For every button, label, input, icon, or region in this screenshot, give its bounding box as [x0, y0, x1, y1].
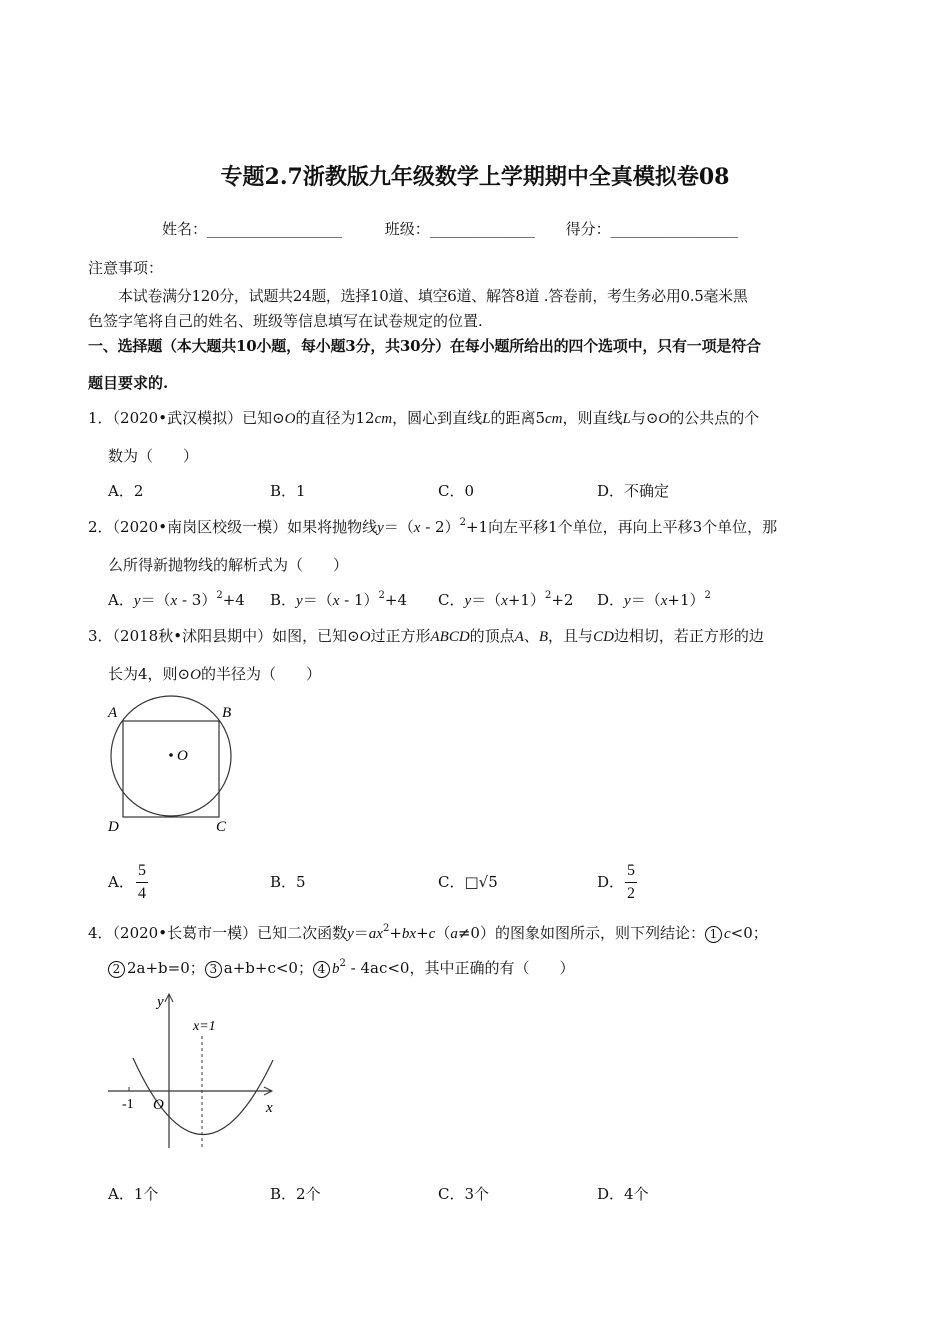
math: x — [413, 520, 421, 536]
math: + — [389, 924, 402, 942]
circled-number: 3 — [205, 961, 222, 978]
denominator: 4 — [138, 885, 146, 902]
name-blank[interactable]: __________________ — [207, 220, 343, 238]
question-text — [108, 958, 574, 978]
math: +2 — [551, 591, 574, 609]
math: O — [190, 667, 201, 683]
class-label: 班级： — [384, 220, 430, 238]
math: b — [331, 961, 340, 977]
math: x — [660, 593, 668, 609]
page-title: 专题2.7浙教版九年级数学上学期期中全真模拟卷08 — [220, 164, 730, 190]
math: +4 — [222, 591, 245, 609]
label-d: D — [108, 819, 119, 835]
math: x — [501, 593, 508, 609]
option-c[interactable] — [438, 590, 573, 610]
math: ＝（ — [630, 591, 661, 609]
question-text — [108, 664, 321, 684]
option-b[interactable] — [270, 590, 407, 610]
center-point — [169, 753, 173, 757]
math: + — [416, 924, 429, 942]
class-blank[interactable]: ______________ — [429, 220, 535, 238]
score-blank[interactable]: _________________ — [610, 220, 739, 238]
fraction — [136, 862, 148, 903]
exponent: 2 — [459, 517, 466, 528]
math: +4 — [384, 591, 408, 609]
question-text: ，圆心到直线 — [392, 409, 483, 427]
question-text: 边相切，若正方形的边 — [613, 627, 764, 645]
option-d[interactable]: D．不确定 — [597, 482, 670, 500]
option-b[interactable]: B．5 — [270, 873, 306, 891]
math: ＝（ — [471, 591, 502, 609]
option-a[interactable] — [108, 590, 245, 610]
math: a+b+c<0； — [223, 959, 313, 977]
square-abcd — [123, 721, 219, 817]
option-label: D． — [597, 591, 625, 609]
math: - 3） — [177, 591, 217, 609]
question-text: （2018秋•沭阳县期中）如图，已知⊙ — [112, 627, 360, 645]
math: - 1） — [339, 591, 379, 609]
math: y — [624, 593, 631, 609]
math: y — [377, 520, 384, 536]
exponent: 2 — [378, 590, 385, 601]
exponent: 2 — [216, 590, 223, 601]
question-text: （ — [435, 924, 451, 942]
math: y — [133, 593, 141, 609]
question-number: 3． — [88, 627, 113, 645]
question-2 — [88, 517, 777, 537]
math: CD — [593, 629, 614, 645]
option-label: C． — [438, 591, 465, 609]
question-text: 、 — [523, 627, 539, 645]
math: - 2） — [420, 518, 460, 536]
math: cm — [374, 411, 393, 427]
option-d[interactable]: D． — [597, 873, 625, 891]
numerator: 5 — [627, 862, 635, 879]
question-text: 长为4，则⊙ — [108, 665, 191, 683]
y-label: y — [157, 994, 164, 1010]
question-text: 的距离5 — [490, 409, 545, 427]
question-text: （2020•南岗区校级一模）如果将抛物线 — [112, 518, 378, 536]
math: +1） — [667, 591, 705, 609]
exponent: 2 — [704, 590, 711, 601]
option-label: C． — [438, 873, 465, 891]
x-label: x — [266, 1100, 273, 1116]
question-4 — [88, 923, 768, 943]
math: ABCD — [430, 629, 470, 645]
option-label: B． — [270, 591, 297, 609]
option-c[interactable]: C．0 — [438, 482, 475, 500]
math: □√5 — [464, 873, 498, 891]
option-a[interactable]: A． — [108, 873, 134, 891]
option-a[interactable]: A．2 — [108, 482, 144, 500]
option-d[interactable] — [597, 590, 711, 610]
question-text: - 4ac<0，其中正确的有（ ） — [345, 959, 575, 977]
question-text: 的直径为12 — [295, 409, 375, 427]
denominator: 2 — [627, 885, 635, 902]
question-number: 1． — [88, 409, 113, 427]
student-info-row — [162, 219, 738, 239]
label-a: A — [108, 705, 118, 721]
math: O — [359, 629, 371, 645]
math: c — [723, 926, 731, 942]
option-label: A． — [108, 591, 134, 609]
question-text: 么所得新抛物线的解析式为（ ） — [108, 556, 349, 574]
exponent: 2 — [544, 590, 552, 601]
notice-line: 本试卷满分120分，试题共24题，选择10道、填空6道、解答8道 .答卷前，考生务必用0.5毫米黑 — [118, 287, 748, 305]
option-c[interactable] — [438, 872, 498, 892]
question-number: 2． — [88, 518, 113, 536]
option-a[interactable]: A．1个 — [108, 1185, 159, 1203]
question-text: 过正方形 — [370, 627, 431, 645]
math: O — [658, 411, 670, 427]
numerator: 5 — [138, 862, 146, 879]
math: ＝（ — [140, 591, 171, 609]
math: y — [347, 926, 354, 942]
math: bx — [401, 926, 417, 942]
question-text: +1向左平移1个单位，再向上平移3个单位，那 — [465, 518, 778, 536]
math: y — [296, 593, 303, 609]
parabola-graph — [100, 988, 280, 1153]
math: ax — [368, 926, 383, 942]
math: a — [450, 926, 458, 942]
label-b: B — [222, 705, 232, 721]
math: O — [284, 411, 296, 427]
math: cm — [544, 411, 563, 427]
math: x — [332, 593, 340, 609]
notice-heading: 注意事项： — [88, 259, 164, 277]
name-label: 姓名： — [162, 220, 208, 238]
question-text: ，且与 — [548, 627, 594, 645]
question-text: 与⊙ — [630, 409, 659, 427]
circled-number: 4 — [313, 961, 330, 978]
question-text: <0； — [730, 924, 768, 942]
circle-square-figure — [100, 695, 250, 835]
exponent: 2 — [382, 923, 390, 934]
label-o: O — [177, 748, 188, 764]
minus-one-label: -1 — [122, 1097, 134, 1112]
math: +1） — [507, 591, 545, 609]
math: B — [538, 629, 549, 645]
math: c — [428, 926, 436, 942]
question-text: （2020•长葛市一模）已知二次函数 — [112, 924, 348, 942]
axis-label: x=1 — [193, 1019, 216, 1034]
math: L — [622, 411, 631, 427]
question-text: ≠0）的图象如图所示，则下列结论： — [457, 924, 705, 942]
question-3 — [88, 626, 764, 646]
math: A — [514, 629, 524, 645]
question-number: 4． — [88, 924, 113, 942]
question-text: 的公共点的个 — [669, 409, 760, 427]
question-text: 的半径为（ ） — [200, 665, 321, 683]
section-heading: 题目要求的. — [88, 374, 169, 392]
origin-label: O — [153, 1097, 164, 1113]
notice-line: 色签字笔将自己的姓名、班级等信息填写在试卷规定的位置. — [88, 312, 483, 330]
math: y — [464, 593, 472, 609]
circled-number: 1 — [705, 926, 722, 943]
circled-number: 2 — [108, 961, 125, 978]
math: 2a+b=0； — [127, 959, 205, 977]
question-text: ，则直线 — [562, 409, 623, 427]
section-heading: 一、选择题（本大题共10小题，每小题3分，共30分）在每小题所给出的四个选项中，只有一项是符合 — [88, 337, 761, 355]
question-text: 的顶点 — [469, 627, 515, 645]
math: L — [482, 411, 491, 427]
option-d[interactable]: D．4个 — [597, 1185, 649, 1203]
option-c[interactable]: C．3个 — [438, 1185, 490, 1203]
math: ＝（ — [302, 591, 333, 609]
score-label: 得分： — [565, 220, 611, 238]
math: ＝（ — [383, 518, 414, 536]
label-c: C — [216, 819, 227, 835]
math: ＝ — [353, 924, 369, 942]
question-1 — [88, 408, 759, 428]
math: x — [170, 593, 178, 609]
question-text: 数为（ ） — [108, 447, 199, 465]
fraction — [625, 862, 637, 903]
exponent: 2 — [339, 958, 346, 969]
option-b[interactable]: B．2个 — [270, 1185, 321, 1203]
option-b[interactable]: B．1 — [270, 482, 306, 500]
question-text: （2020•武汉模拟）已知⊙ — [112, 409, 285, 427]
